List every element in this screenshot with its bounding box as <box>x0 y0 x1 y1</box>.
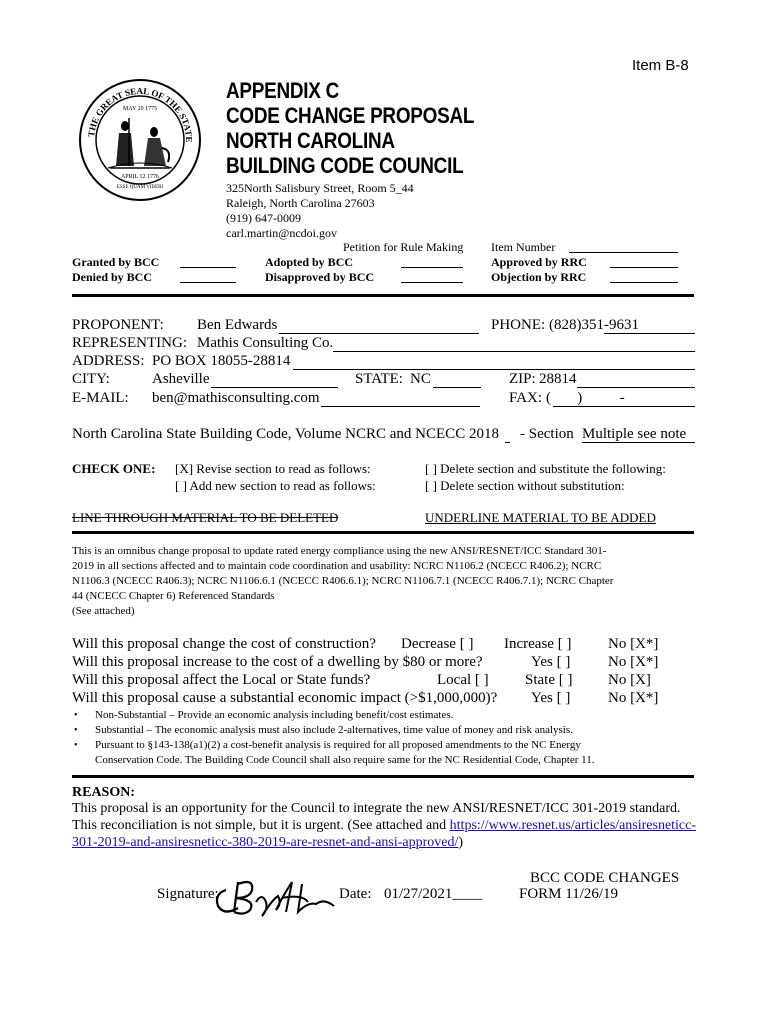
state-value[interactable]: NC <box>410 371 431 387</box>
address-underline <box>293 369 695 370</box>
approved-rrc-label: Approved by RRC <box>491 255 587 269</box>
code-volume: North Carolina State Building Code, Volume NCRC and NCECC 2018 <box>72 426 499 442</box>
denied-label: Denied by BCC <box>72 270 153 284</box>
address-value[interactable]: PO BOX 18055-28814 <box>152 353 291 369</box>
fax-underline <box>553 406 695 407</box>
phone-line: (919) 647-0009 <box>226 211 301 225</box>
legend-deleted: LINE THROUGH MATERIAL TO BE DELETED <box>72 510 339 525</box>
answer-yes[interactable]: Yes [ ] <box>531 654 571 670</box>
revise-option[interactable]: [X] Revise section to read as follows: <box>175 461 371 476</box>
form-date: FORM 11/26/19 <box>519 886 619 902</box>
bullet-icon: • <box>74 710 78 721</box>
disapproved-blank <box>401 282 463 283</box>
reason-line: This proposal is an opportunity for the Council to integrate the new ANSI/RESNET/ICC 301-2019 standard. <box>72 801 681 816</box>
phone-label: PHONE: <box>491 317 546 333</box>
signature-image <box>212 872 342 920</box>
zip-underline <box>577 387 695 388</box>
resnet-link[interactable]: https://www.resnet.us/articles/ansiresneticc- <box>449 818 697 833</box>
proponent-underline <box>279 333 479 334</box>
reason-close: ) <box>458 835 464 850</box>
state-underline <box>433 387 481 388</box>
reason-line <box>72 835 463 851</box>
city-underline <box>211 387 338 388</box>
section-label: - Section <box>520 426 574 442</box>
objection-rrc-blank <box>610 282 678 283</box>
divider <box>72 775 694 778</box>
divider <box>72 531 694 534</box>
date-label: Date: <box>339 886 372 902</box>
bullet-icon: • <box>74 740 78 751</box>
code-volume-underline <box>505 442 510 443</box>
address-line: Raleigh, North Carolina 27603 <box>226 196 375 210</box>
address-label: ADDRESS: <box>72 353 145 369</box>
description-line: 2019 in all sections affected and to maintain code coordination and usability: NCRC N1106.2 (NCECC R406.2); NCRC <box>72 560 602 572</box>
proponent-value[interactable]: Ben Edwards <box>197 317 278 333</box>
title-line-1: APPENDIX C <box>226 78 340 103</box>
description-line: This is an omnibus change proposal to update rated energy compliance using the new ANSI/RESNET/ICC Standard 301- <box>72 545 607 557</box>
email-line: carl.martin@ncdoi.gov <box>226 226 338 240</box>
date-value[interactable]: 01/27/2021____ <box>384 886 483 902</box>
petition-label: Petition for Rule Making <box>343 240 464 254</box>
bullet-text: Substantial – The economic analysis must also include 2-alternatives, time value of money and risk analysis. <box>95 724 573 736</box>
reason-label: REASON: <box>72 785 136 800</box>
bullet-text: Pursuant to §143-138(a1)(2) a cost-benefit analysis is required for all proposed amendments to the NC Energy <box>95 739 581 751</box>
bullet-text: Non-Substantial – Provide an economic analysis including benefit/cost estimates. <box>95 709 454 721</box>
fax-label: FAX: <box>509 390 543 406</box>
description-line: N1106.3 (NCECC R406.3); NCRC N1106.6.1 (NCECC R406.6.1); NCRC N1106.7.1 (NCECC R406.7.1); NCRC Chapter <box>72 575 614 587</box>
answer-state[interactable]: State [ ] <box>525 672 573 688</box>
denied-blank <box>180 282 236 283</box>
description-line: 44 (NCECC Chapter 6) Referenced Standards <box>72 590 275 602</box>
adopted-blank <box>401 267 463 268</box>
item-number-label: Item Number <box>491 240 556 254</box>
title-line-4: BUILDING CODE COUNCIL <box>226 153 464 178</box>
city-value[interactable]: Asheville <box>152 371 210 387</box>
svg-text:ESSE QUAM VIDERI: ESSE QUAM VIDERI <box>116 185 164 190</box>
fax-value[interactable]: ( ) - <box>546 390 625 406</box>
section-value[interactable]: Multiple see note <box>582 426 687 442</box>
title-line-2: CODE CHANGE PROPOSAL <box>226 103 475 128</box>
add-new-option[interactable]: [ ] Add new section to read as follows: <box>175 478 376 493</box>
granted-label: Granted by BCC <box>72 255 160 269</box>
answer-local[interactable]: Local [ ] <box>437 672 489 688</box>
question-impact: Will this proposal cause a substantial economic impact (>$1,000,000)? <box>72 690 498 706</box>
divider <box>72 294 694 297</box>
zip-label: ZIP: <box>509 371 536 387</box>
delete-without-option[interactable]: [ ] Delete section without substitution: <box>425 478 625 493</box>
zip-value[interactable]: 28814 <box>539 371 577 387</box>
adopted-label: Adopted by BCC <box>265 255 354 269</box>
proponent-label: PROPONENT: <box>72 317 164 333</box>
description-line: (See attached) <box>72 605 135 617</box>
answer-no[interactable]: No [X*] <box>608 636 659 652</box>
answer-no[interactable]: No [X] <box>608 672 651 688</box>
email-label: E-MAIL: <box>72 390 129 406</box>
title-line-3: NORTH CAROLINA <box>226 128 395 153</box>
email-value[interactable]: ben@mathisconsulting.com <box>152 390 320 406</box>
answer-increase[interactable]: Increase [ ] <box>504 636 572 652</box>
representing-value[interactable]: Mathis Consulting Co. <box>197 335 334 351</box>
bullet-icon: • <box>74 725 78 736</box>
form-title: BCC CODE CHANGES <box>530 870 680 886</box>
reason-line <box>72 818 696 834</box>
answer-yes[interactable]: Yes [ ] <box>531 690 571 706</box>
legend-added: UNDERLINE MATERIAL TO BE ADDED <box>425 510 656 525</box>
section-underline <box>582 442 695 443</box>
approved-rrc-blank <box>610 267 678 268</box>
city-label: CITY: <box>72 371 110 387</box>
representing-underline <box>333 351 695 352</box>
question-funds: Will this proposal affect the Local or State funds? <box>72 672 371 688</box>
answer-no[interactable]: No [X*] <box>608 690 659 706</box>
reason-text: This reconciliation is not simple, but it is urgent. (See attached and <box>72 818 450 833</box>
answer-no[interactable]: No [X*] <box>608 654 659 670</box>
bullet-text: Conservation Code. The Building Code Council shall also require same for the NC Residential Code, Chapter 11. <box>95 754 595 766</box>
answer-decrease[interactable]: Decrease [ ] <box>401 636 474 652</box>
state-seal-icon <box>78 78 202 202</box>
phone-underline <box>604 333 695 334</box>
disapproved-label: Disapproved by BCC <box>265 270 375 284</box>
question-cost: Will this proposal change the cost of construction? <box>72 636 376 652</box>
resnet-link[interactable]: 301-2019-and-ansiresneticc-380-2019-are-resnet-and-ansi-approved/ <box>72 835 459 850</box>
representing-label: REPRESENTING: <box>72 335 188 351</box>
delete-substitute-option[interactable]: [ ] Delete section and substitute the following: <box>425 461 666 476</box>
email-underline <box>321 406 480 407</box>
question-dwelling: Will this proposal increase to the cost of a dwelling by $80 or more? <box>72 654 483 670</box>
item-number-blank <box>569 252 678 253</box>
objection-rrc-label: Objection by RRC <box>491 270 587 284</box>
signature-label: Signature: <box>157 886 219 902</box>
svg-text:MAY 20 1775: MAY 20 1775 <box>122 106 158 112</box>
svg-text:THE GREAT SEAL OF THE STATE OF: THE GREAT SEAL OF THE STATE <box>86 85 195 143</box>
granted-blank <box>180 267 236 268</box>
svg-text:APRIL 12 1776: APRIL 12 1776 <box>120 174 160 180</box>
address-line: 325North Salisbury Street, Room 5_44 <box>226 181 414 195</box>
check-one-label: CHECK ONE: <box>72 461 156 476</box>
phone-value[interactable]: (828)351-9631 <box>549 317 639 333</box>
state-label: STATE: <box>355 371 403 387</box>
item-number: Item B-8 <box>632 57 689 74</box>
